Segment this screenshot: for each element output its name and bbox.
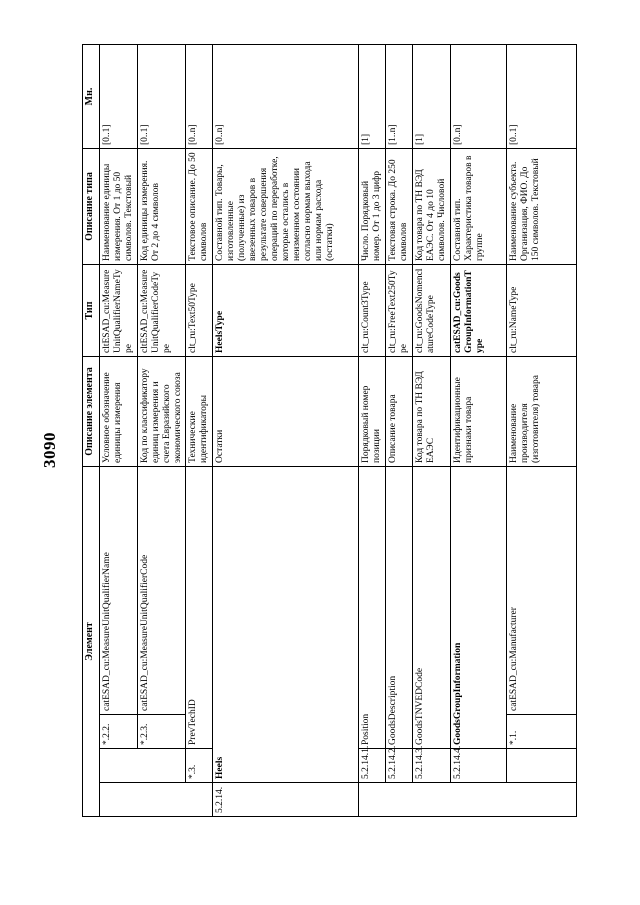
indent-cell bbox=[359, 783, 386, 817]
row-element-name: Heels bbox=[213, 467, 359, 783]
row-type-desc: Код товара по ТН ВЭД ЕАЭС. От 4 до 10 символов. Числовой bbox=[412, 149, 450, 265]
table-row bbox=[213, 45, 359, 817]
row-type-desc: Наименование единицы измерения. От 1 до 50 символов. Текстовый bbox=[100, 149, 138, 265]
row-element-desc: Код товара по ТН ВЭД ЕАЭС bbox=[412, 357, 450, 467]
row-mult: [0..n] bbox=[450, 45, 506, 149]
row-element-name: catESAD_cu:MeasureUnitQualifierName bbox=[100, 467, 138, 715]
row-number: *.3. bbox=[186, 749, 213, 783]
row-element-desc: Наименование производителя (изготовителя) товара bbox=[506, 357, 576, 467]
row-element-desc: Код по классификатору единиц измерения и счета Евразийского экономического союза bbox=[137, 357, 186, 467]
table-row bbox=[412, 45, 450, 817]
row-type: clt_ru:Count3Type bbox=[359, 265, 386, 357]
indent-cell bbox=[412, 783, 450, 817]
row-mult: [0..1] bbox=[137, 45, 186, 149]
row-number: 5.2.14.4. bbox=[450, 749, 506, 783]
row-number: *.2.2. bbox=[100, 715, 138, 749]
row-type: clt_ru:GoodsNomenclatureCodeType bbox=[412, 265, 450, 357]
row-element-name: GoodsGroupInformation bbox=[450, 467, 506, 749]
row-element-desc: Технические идентификаторы bbox=[186, 357, 213, 467]
row-element-desc: Описание товара bbox=[386, 357, 413, 467]
row-mult: [1] bbox=[359, 45, 386, 149]
table-row bbox=[386, 45, 413, 817]
row-mult: [0..n] bbox=[213, 45, 359, 149]
table-row bbox=[186, 45, 213, 817]
spec-table bbox=[82, 44, 577, 817]
row-element-name: PrevTechID bbox=[186, 467, 213, 749]
indent-cell bbox=[506, 749, 576, 783]
header-mult: Мн. bbox=[83, 45, 100, 149]
row-type: cltESAD_cu:MeasureUnitQualifierNameType bbox=[100, 265, 138, 357]
indent-cell bbox=[186, 783, 213, 817]
row-element-name: catESAD_cu:Manufacturer bbox=[506, 467, 576, 715]
row-type-desc: Составной тип. Характеристика товаров в группе bbox=[450, 149, 506, 265]
indent-cell bbox=[137, 749, 186, 783]
page-number: 3090 bbox=[40, 432, 59, 468]
table-row bbox=[450, 45, 506, 817]
row-type-desc: Наименование субъекта. Организация, ФИО. До 150 символов. Текстовый bbox=[506, 149, 576, 265]
indent-cell bbox=[137, 783, 186, 817]
row-element-desc: Идентификационные признаки товара bbox=[450, 357, 506, 467]
row-number: *.2.3. bbox=[137, 715, 186, 749]
row-element-name: catESAD_cu:MeasureUnitQualifierCode bbox=[137, 467, 186, 715]
table-header-row bbox=[83, 45, 100, 817]
row-type-desc: Составной тип. Товары, изготовленные (полученные) из ввезенных товаров в результате совершения операций по переработке, которые остались в неизменном состоянии согласно нормам выхода или нормам расхода (остатки) bbox=[213, 149, 359, 265]
row-type: HeelsType bbox=[213, 265, 359, 357]
row-type-desc: Код единицы измерения. От 2 до 4 символов bbox=[137, 149, 186, 265]
row-mult: [0..1] bbox=[100, 45, 138, 149]
row-element-name: Position bbox=[359, 467, 386, 749]
row-mult: [1..n] bbox=[386, 45, 413, 149]
row-type: clt_ru:FreeText250Type bbox=[386, 265, 413, 357]
row-type: clt_ru:Text50Type bbox=[186, 265, 213, 357]
indent-cell bbox=[506, 783, 576, 817]
row-element-desc: Условное обозначение единицы измерения bbox=[100, 357, 138, 467]
row-number: 5.2.14. bbox=[213, 783, 359, 817]
header-type-desc: Описание типа bbox=[83, 149, 100, 265]
row-type-desc: Текстовая строка. До 250 символов bbox=[386, 149, 413, 265]
row-mult: [1] bbox=[412, 45, 450, 149]
row-element-desc: Остатки bbox=[213, 357, 359, 467]
row-number: 5.2.14.3. bbox=[412, 749, 450, 783]
row-element-desc: Порядковый номер позиции bbox=[359, 357, 386, 467]
row-type: catESAD_cu:GoodsGroupInformationType bbox=[450, 265, 506, 357]
indent-cell bbox=[100, 749, 138, 783]
table-row bbox=[100, 45, 138, 817]
row-element-name: GoodsDescription bbox=[386, 467, 413, 749]
row-mult: [0..1] bbox=[506, 45, 576, 149]
indent-cell bbox=[450, 783, 506, 817]
row-type: clt_ru:NameType bbox=[506, 265, 576, 357]
header-element: Элемент bbox=[83, 467, 100, 817]
row-type-desc: Число. Порядковый номер. От 1 до 3 цифр bbox=[359, 149, 386, 265]
indent-cell bbox=[100, 783, 138, 817]
row-mult: [0..n] bbox=[186, 45, 213, 149]
table-row bbox=[506, 45, 576, 817]
row-element-name: GoodsTNVEDCode bbox=[412, 467, 450, 749]
header-element-desc: Описание элемента bbox=[83, 357, 100, 467]
row-number: 5.2.14.2. bbox=[386, 749, 413, 783]
header-type: Тип bbox=[83, 265, 100, 357]
row-type-desc: Текстовое описание. До 50 символов bbox=[186, 149, 213, 265]
table-row bbox=[137, 45, 186, 817]
row-number: 5.2.14.1. bbox=[359, 749, 386, 783]
row-type: cltESAD_cu:MeasureUnitQualifierCodeType bbox=[137, 265, 186, 357]
indent-cell bbox=[386, 783, 413, 817]
row-number: *.1. bbox=[506, 715, 576, 749]
table-row bbox=[359, 45, 386, 817]
